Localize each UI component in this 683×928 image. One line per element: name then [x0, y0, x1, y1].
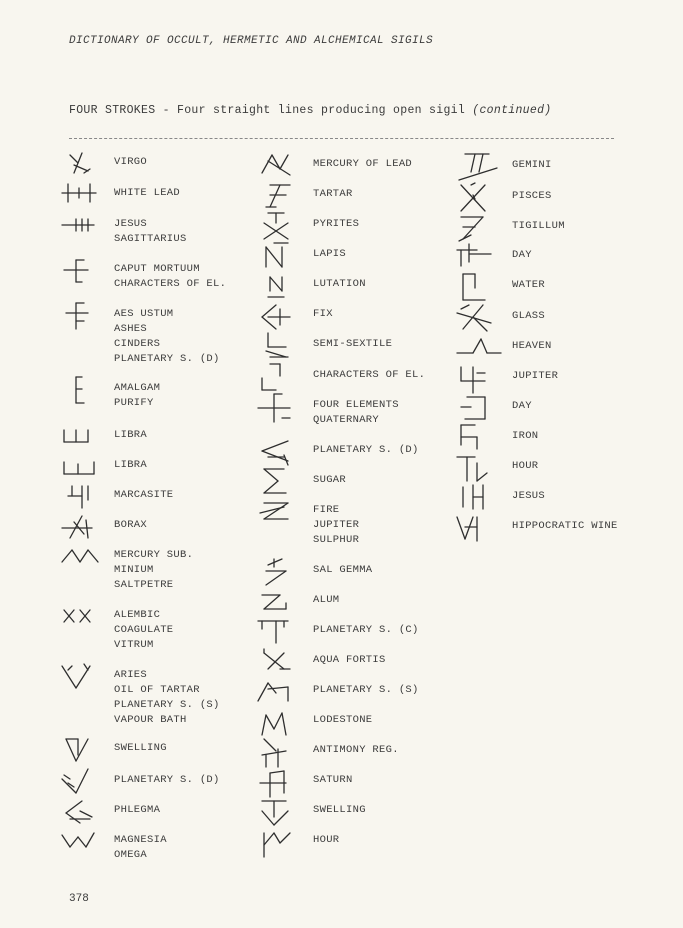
- sigil-meaning: ARIES: [114, 669, 148, 681]
- sigil-meaning: LUTATION: [313, 278, 366, 290]
- sigil-meaning: SWELLING: [114, 742, 167, 754]
- hippocratic-wine-sigil-icon: [455, 513, 503, 543]
- aries-sigil-icon: [58, 662, 106, 692]
- sigil-meaning: AES USTUM: [114, 308, 174, 320]
- pisces-sigil-icon: [455, 183, 503, 213]
- planetary-c-sigil-icon: [256, 617, 304, 647]
- jesus-sigil-icon: [455, 483, 503, 513]
- sigil-meaning: MAGNESIA: [114, 834, 167, 846]
- sigil-meaning: JESUS: [512, 490, 546, 502]
- sigil-meaning: LIBRA: [114, 459, 148, 471]
- sal-gemma-sigil-icon: [256, 557, 304, 587]
- section-continued-note: (continued): [472, 104, 552, 117]
- alum-sigil-icon: [256, 587, 304, 617]
- saturn-sigil-icon: [256, 767, 304, 797]
- sigil-meaning: TARTAR: [313, 188, 353, 200]
- glass-sigil-icon: [455, 303, 503, 333]
- marcasite-sigil-icon: [58, 482, 106, 512]
- sigil-meaning: VAPOUR BATH: [114, 714, 187, 726]
- jupiter-sigil-icon: [455, 363, 503, 393]
- hour-sigil-1-icon: [256, 827, 304, 857]
- planetary-d-sigil-1-icon: [58, 767, 106, 797]
- sigil-meaning: PLANETARY S. (D): [114, 774, 220, 786]
- sigil-meaning: SEMI-SEXTILE: [313, 338, 393, 350]
- sigil-meaning: CHARACTERS OF EL.: [313, 369, 426, 381]
- alembic-sigil-icon: [58, 602, 106, 632]
- page-number: 378: [69, 893, 89, 905]
- libra-sigil-2-icon: [58, 452, 106, 482]
- planetary-s-sigil-icon: [256, 677, 304, 707]
- day-sigil-1-icon: [455, 242, 503, 272]
- white-lead-sigil-icon: [58, 180, 106, 210]
- sigil-meaning: FOUR ELEMENTS: [313, 399, 399, 411]
- sigil-meaning: SALTPETRE: [114, 579, 174, 591]
- sigil-meaning: JUPITER: [313, 519, 360, 531]
- sigil-meaning: PYRITES: [313, 218, 360, 230]
- sigil-meaning: ALUM: [313, 594, 340, 606]
- mercury-sub-sigil-icon: [58, 542, 106, 572]
- sigil-meaning: JUPITER: [512, 370, 559, 382]
- sigil-meaning: ANTIMONY REG.: [313, 744, 399, 756]
- sugar-sigil-icon: [256, 467, 304, 497]
- sigil-meaning: SULPHUR: [313, 534, 360, 546]
- virgo-sigil-icon: [58, 149, 106, 179]
- fire-sigil-icon: [256, 497, 304, 527]
- sigil-meaning: CINDERS: [114, 338, 161, 350]
- sigil-meaning: GLASS: [512, 310, 546, 322]
- sigil-meaning: SUGAR: [313, 474, 347, 486]
- amalgam-sigil-icon: [58, 375, 106, 405]
- mercury-of-lead-sigil-icon: [256, 151, 304, 181]
- sigil-meaning: PLANETARY S. (D): [313, 444, 419, 456]
- sigil-meaning: DAY: [512, 249, 532, 261]
- water-sigil-icon: [455, 272, 503, 302]
- jesus-sagittarius-sigil-icon: [58, 211, 106, 241]
- sigil-meaning: QUATERNARY: [313, 414, 380, 426]
- borax-sigil-icon: [58, 512, 106, 542]
- sigil-meaning: VITRUM: [114, 639, 154, 651]
- libra-sigil-1-icon: [58, 422, 106, 452]
- running-title: DICTIONARY OF OCCULT, HERMETIC AND ALCHEMICAL SIGILS: [69, 35, 434, 47]
- sigil-meaning: PLANETARY S. (D): [114, 353, 220, 365]
- sigil-meaning: VIRGO: [114, 156, 148, 168]
- sigil-meaning: IRON: [512, 430, 539, 442]
- characters-of-el-sigil-icon: [256, 362, 304, 392]
- hour-sigil-2-icon: [455, 453, 503, 483]
- phlegma-sigil-icon: [58, 797, 106, 827]
- aes-ustum-sigil-icon: [58, 301, 106, 331]
- lapis-sigil-icon: [256, 241, 304, 271]
- lutation-sigil-icon: [256, 271, 304, 301]
- sigil-meaning: CHARACTERS OF EL.: [114, 278, 227, 290]
- sigil-meaning: OMEGA: [114, 849, 148, 861]
- magnesia-sigil-icon: [58, 827, 106, 857]
- caput-mortuum-sigil-icon: [58, 256, 106, 286]
- iron-sigil-icon: [455, 423, 503, 453]
- section-title: [69, 104, 551, 117]
- sigil-meaning: PLANETARY S. (S): [313, 684, 419, 696]
- swelling-sigil-2-icon: [256, 797, 304, 827]
- sigil-meaning: HIPPOCRATIC WINE: [512, 520, 618, 532]
- sigil-meaning: GEMINI: [512, 159, 552, 171]
- sigil-meaning: JESUS: [114, 218, 148, 230]
- section-title-text: FOUR STROKES - Four straight lines producing open sigil: [69, 104, 466, 117]
- sigil-meaning: MERCURY SUB.: [114, 549, 194, 561]
- sigil-meaning: SAGITTARIUS: [114, 233, 187, 245]
- sigil-meaning: TIGILLUM: [512, 220, 565, 232]
- sigil-meaning: LIBRA: [114, 429, 148, 441]
- sigil-meaning: ASHES: [114, 323, 148, 335]
- sigil-meaning: PURIFY: [114, 397, 154, 409]
- sigil-meaning: WHITE LEAD: [114, 187, 181, 199]
- four-elements-sigil-icon: [256, 392, 304, 422]
- sigil-meaning: PLANETARY S. (C): [313, 624, 419, 636]
- sigil-meaning: BORAX: [114, 519, 148, 531]
- sigil-meaning: MINIUM: [114, 564, 154, 576]
- sigil-meaning: SWELLING: [313, 804, 366, 816]
- lodestone-sigil-icon: [256, 707, 304, 737]
- day-sigil-2-icon: [455, 393, 503, 423]
- tartar-sigil-icon: [256, 181, 304, 211]
- heaven-sigil-icon: [455, 333, 503, 363]
- sigil-meaning: HOUR: [313, 834, 340, 846]
- sigil-meaning: FIX: [313, 308, 333, 320]
- sigil-meaning: AMALGAM: [114, 382, 161, 394]
- sigil-meaning: MERCURY OF LEAD: [313, 158, 413, 170]
- aqua-fortis-sigil-icon: [256, 647, 304, 677]
- sigil-meaning: SAL GEMMA: [313, 564, 373, 576]
- gemini-sigil-icon: [455, 152, 503, 182]
- semi-sextile-sigil-icon: [256, 331, 304, 361]
- section-divider: [69, 138, 614, 139]
- sigil-meaning: MARCASITE: [114, 489, 174, 501]
- sigil-meaning: HOUR: [512, 460, 539, 472]
- sigil-meaning: DAY: [512, 400, 532, 412]
- pyrites-sigil-icon: [256, 211, 304, 241]
- sigil-meaning: LODESTONE: [313, 714, 373, 726]
- tigillum-sigil-icon: [455, 213, 503, 243]
- sigil-meaning: PLANETARY S. (S): [114, 699, 220, 711]
- sigil-meaning: LAPIS: [313, 248, 347, 260]
- sigil-meaning: COAGULATE: [114, 624, 174, 636]
- sigil-meaning: CAPUT MORTUUM: [114, 263, 200, 275]
- planetary-d-sigil-2-icon: [256, 437, 304, 467]
- sigil-meaning: ALEMBIC: [114, 609, 161, 621]
- sigil-meaning: SATURN: [313, 774, 353, 786]
- sigil-meaning: FIRE: [313, 504, 340, 516]
- antimony-reg-sigil-icon: [256, 737, 304, 767]
- sigil-meaning: OIL OF TARTAR: [114, 684, 200, 696]
- sigil-meaning: PHLEGMA: [114, 804, 161, 816]
- swelling-sigil-1-icon: [58, 735, 106, 765]
- sigil-meaning: WATER: [512, 279, 546, 291]
- sigil-meaning: PISCES: [512, 190, 552, 202]
- fix-sigil-icon: [256, 301, 304, 331]
- sigil-meaning: HEAVEN: [512, 340, 552, 352]
- sigil-meaning: AQUA FORTIS: [313, 654, 386, 666]
